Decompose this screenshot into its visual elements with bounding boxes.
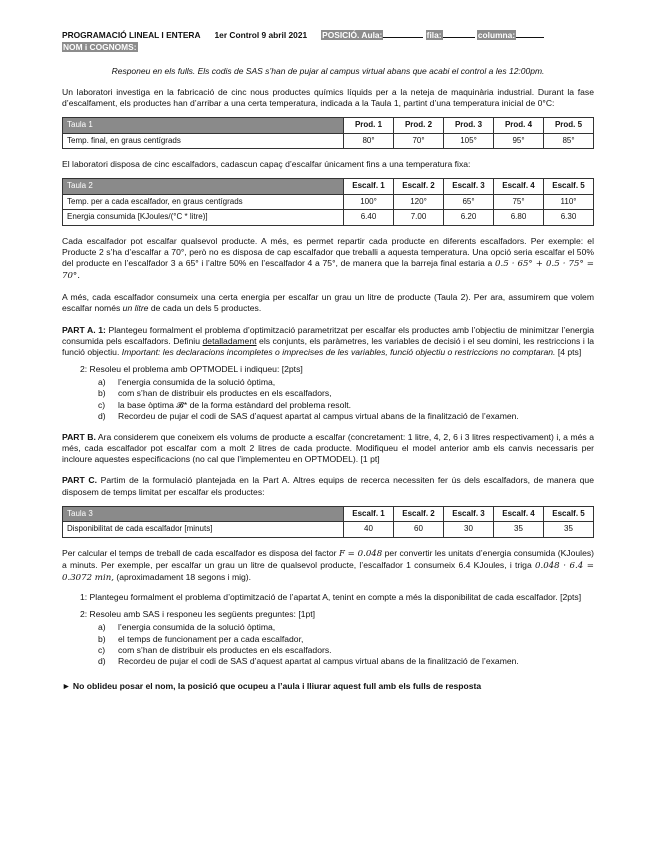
paragraph-time bbox=[62, 548, 594, 585]
table-2-cell: 100° bbox=[344, 194, 394, 209]
table-2-header: Escalf. 1 bbox=[344, 179, 394, 194]
table-3-cell: 30 bbox=[444, 522, 494, 537]
list-item: a) l’energia consumida de la solució òptima, bbox=[98, 377, 276, 388]
table-3-title: Taula 3 bbox=[63, 506, 344, 521]
table-3 bbox=[62, 506, 594, 538]
table-3-header: Escalf. 4 bbox=[494, 506, 544, 521]
energy-text-italic: un litre bbox=[122, 303, 149, 314]
paragraph-energy bbox=[62, 292, 594, 314]
table-3-cell: 40 bbox=[344, 522, 394, 537]
table-1-header: Prod. 3 bbox=[444, 118, 494, 133]
table-2-header: Escalf. 4 bbox=[494, 179, 544, 194]
table-1-header: Prod. 4 bbox=[494, 118, 544, 133]
table-2-cell: 110° bbox=[544, 194, 594, 209]
part-c-question-2: 2: Resoleu amb SAS i responeu les següents preguntes: [1pt] bbox=[80, 609, 316, 620]
time-formula-example: 0.048 · 6.4 = 0.3072 min, bbox=[62, 560, 595, 583]
list-item: b) com s’han de distribuir els productes en els escalfadors, bbox=[98, 388, 332, 399]
part-a-text-a: Plantegeu formalment el problema d’optimització parametritzat per escalfar els productes amb l’objectiu de minimitzar l’energia consumida pels escalfadors. Definiu bbox=[62, 324, 594, 346]
part-a-text-b: els conjunts, els paràmetres, les variables de decisió i el seu domini, les restriccions i la funció objectiu. bbox=[62, 335, 595, 357]
exam-header bbox=[62, 30, 594, 42]
paragraph-heaters: El laboratori disposa de cinc escalfadors, cadascun capaç d’escalfar únicament fins a una temperatura fixa: bbox=[62, 159, 471, 170]
table-2-header: Escalf. 2 bbox=[394, 179, 444, 194]
part-a-underlined: detalladament bbox=[202, 335, 257, 346]
exam-page bbox=[62, 30, 594, 692]
table-3-header: Escalf. 2 bbox=[394, 506, 444, 521]
table-3-cell: 35 bbox=[494, 522, 544, 537]
table-2-cell: 120° bbox=[394, 194, 444, 209]
part-a-important: Important: les declaracions incompletes o imprecises de les variables, funció objectiu o restriccions no comptaran. bbox=[121, 346, 556, 357]
paragraph-intro: Un laboratori investiga en la fabricació de cinc nous productes químics líquids per a la neteja de maquinària industrial. Durant la fase d’escalfament, els productes han d’arribar a una certa temperatura, indicada a la Taula 1, partint d’una temperatura inicial de 0°C: bbox=[62, 87, 594, 109]
aula-blank[interactable] bbox=[383, 30, 423, 38]
list-item: d) Recordeu de pujar el codi de SAS d’aquest apartat al campus virtual abans de la finalització de l’examen. bbox=[98, 655, 519, 666]
part-a-question-2: 2: Resoleu el problema amb OPTMODEL i indiqueu: [2pts] bbox=[80, 364, 303, 375]
table-2-row-label: Temp. per a cada escalfador, en graus centígrads bbox=[63, 194, 344, 209]
columna-blank[interactable] bbox=[516, 30, 544, 38]
part-c-question-1: 1: Plantegeu formalment el problema d’optimització de l’apartat A, tenint en compte a més la disponibilitat de cada escalfador. [2pts] bbox=[80, 592, 582, 603]
table-2-cell: 6.40 bbox=[344, 210, 394, 225]
part-c-label: PART C. bbox=[62, 475, 97, 486]
table-2-cell: 6.80 bbox=[494, 210, 544, 225]
table-2-cell: 75° bbox=[494, 194, 544, 209]
table-3-cell: 60 bbox=[394, 522, 444, 537]
paragraph-mixing bbox=[62, 236, 594, 283]
table-3-cell: 35 bbox=[544, 522, 594, 537]
part-b-text: Ara considerem que coneixem els volums de producte a escalfar (concretament: 1 litre, 4, 2, 6 i 3 litres respectivament) i, a més a més, cada escalfador pot escalfar com a molt 2 litres de cada producte. Modifiqueu el model anterior amb els canvis necessaris per incloure aquestes especificacions (no cal que l’implementeu en OPTMODEL). [1 pt] bbox=[62, 431, 594, 465]
list-item: b) el temps de funcionament per a cada escalfador, bbox=[98, 633, 304, 644]
name-label: NOM i COGNOMS: bbox=[63, 42, 137, 52]
time-text-a: Per calcular el temps de treball de cada escalfador es disposa del factor bbox=[62, 547, 337, 558]
position-label: POSICIÓ. Aula: bbox=[322, 30, 383, 40]
list-item: d) Recordeu de pujar el codi de SAS d’aquest apartat al campus virtual abans de la finalització de l’examen. bbox=[98, 410, 519, 421]
table-2-cell: 6.30 bbox=[544, 210, 594, 225]
fila-blank[interactable] bbox=[443, 30, 475, 38]
part-a bbox=[62, 325, 594, 422]
mixing-formula: 0.5 · 65° + 0.5 · 75° = 70°. bbox=[62, 258, 594, 282]
table-3-header: Escalf. 3 bbox=[444, 506, 494, 521]
table-1-cell: 80° bbox=[344, 133, 394, 148]
footer-note: ► No oblideu posar el nom, la posició que ocupeu a l’aula i lliurar aquest full amb els fulls de resposta bbox=[62, 681, 482, 692]
part-b-label: PART B. bbox=[62, 431, 96, 442]
table-2-cell: 65° bbox=[444, 194, 494, 209]
part-a-points: [4 pts] bbox=[557, 346, 582, 357]
table-1-row-label: Temp. final, en graus centígrads bbox=[63, 133, 344, 148]
table-3-header: Escalf. 5 bbox=[544, 506, 594, 521]
table-1-header: Prod. 5 bbox=[544, 118, 594, 133]
part-b bbox=[62, 432, 594, 466]
mixing-text: Cada escalfador pot escalfar qualsevol producte. A més, es permet repartir cada producte en diferents escalfadors. Per exemple: el Producte 2 s’ha d’escalfar a 70°, però no es disposa de cap escalfador que treballi a aquesta temperatura. Una opció seria escalfar el 50% del producte en l’escalfador 3 a 65° i l’altre 50% en l’escalfador 4 a 75°, de manera que la barreja final estaria a bbox=[62, 235, 594, 268]
table-1-cell: 95° bbox=[494, 133, 544, 148]
list-item: c) com s’han de distribuir els productes en els escalfadors. bbox=[98, 644, 332, 655]
list-item: a) l’energia consumida de la solució òptima, bbox=[98, 622, 276, 633]
course-title: PROGRAMACIÓ LINEAL I ENTERA bbox=[62, 30, 201, 40]
table-1-cell: 70° bbox=[394, 133, 444, 148]
table-2-row-label: Energia consumida [KJoules/(°C * litre)] bbox=[63, 210, 344, 225]
table-1-header: Prod. 1 bbox=[344, 118, 394, 133]
time-text-b: per convertir les unitats d’energia consumida (KJoules) a minuts. Per exemple, per escalfar un grau un litre de qualsevol producte, l’escalfador 1 consumeix 6.4 KJoules, i triga bbox=[62, 547, 595, 570]
table-2-header: Escalf. 3 bbox=[444, 179, 494, 194]
table-1-header: Prod. 2 bbox=[394, 118, 444, 133]
table-3-header: Escalf. 1 bbox=[344, 506, 394, 521]
fila-label: fila: bbox=[426, 30, 442, 40]
table-2-title: Taula 2 bbox=[63, 179, 344, 194]
table-1-cell: 85° bbox=[544, 133, 594, 148]
part-c-text: Partim de la formulació plantejada en la Part A. Altres equips de recerca necessiten fer ús dels escalfadors, de manera que disposem de temps limitat per escalfar els productes: bbox=[62, 475, 594, 497]
table-2-cell: 7.00 bbox=[394, 210, 444, 225]
list-item: c) la base òptima 𝓑* de la forma estàndard del problema resolt. bbox=[98, 399, 352, 410]
time-formula-factor: F = 0.048 bbox=[338, 548, 383, 559]
intro-text: Responeu en els fulls. Els codis de SAS s’han de pujar al campus virtual abans que acabi el control a les 12:00pm. bbox=[111, 66, 545, 76]
part-a-label: PART A. 1: bbox=[62, 324, 106, 335]
part-c bbox=[62, 475, 594, 497]
table-2 bbox=[62, 178, 594, 225]
table-1-title: Taula 1 bbox=[63, 118, 344, 133]
table-1-cell: 105° bbox=[444, 133, 494, 148]
part-c-items bbox=[62, 622, 594, 667]
energy-text-a: A més, cada escalfador consumeix una certa energia per escalfar un grau un litre de producte (Taula 2). Per ara, assumirem que volem escalfar només bbox=[62, 292, 594, 314]
time-text-c: (aproximadament 18 segons i mig). bbox=[116, 571, 252, 582]
part-a-items bbox=[62, 377, 594, 422]
columna-label: columna: bbox=[477, 30, 516, 40]
energy-text-b: de cada un dels 5 productes. bbox=[150, 303, 262, 314]
exam-date: 1er Control 9 abril 2021 bbox=[214, 30, 308, 40]
table-2-cell: 6.20 bbox=[444, 210, 494, 225]
name-row bbox=[62, 42, 594, 54]
table-2-header: Escalf. 5 bbox=[544, 179, 594, 194]
part-a-question-1 bbox=[62, 325, 594, 359]
table-3-row-label: Disponibilitat de cada escalfador [minuts] bbox=[63, 522, 344, 537]
table-1 bbox=[62, 117, 594, 149]
